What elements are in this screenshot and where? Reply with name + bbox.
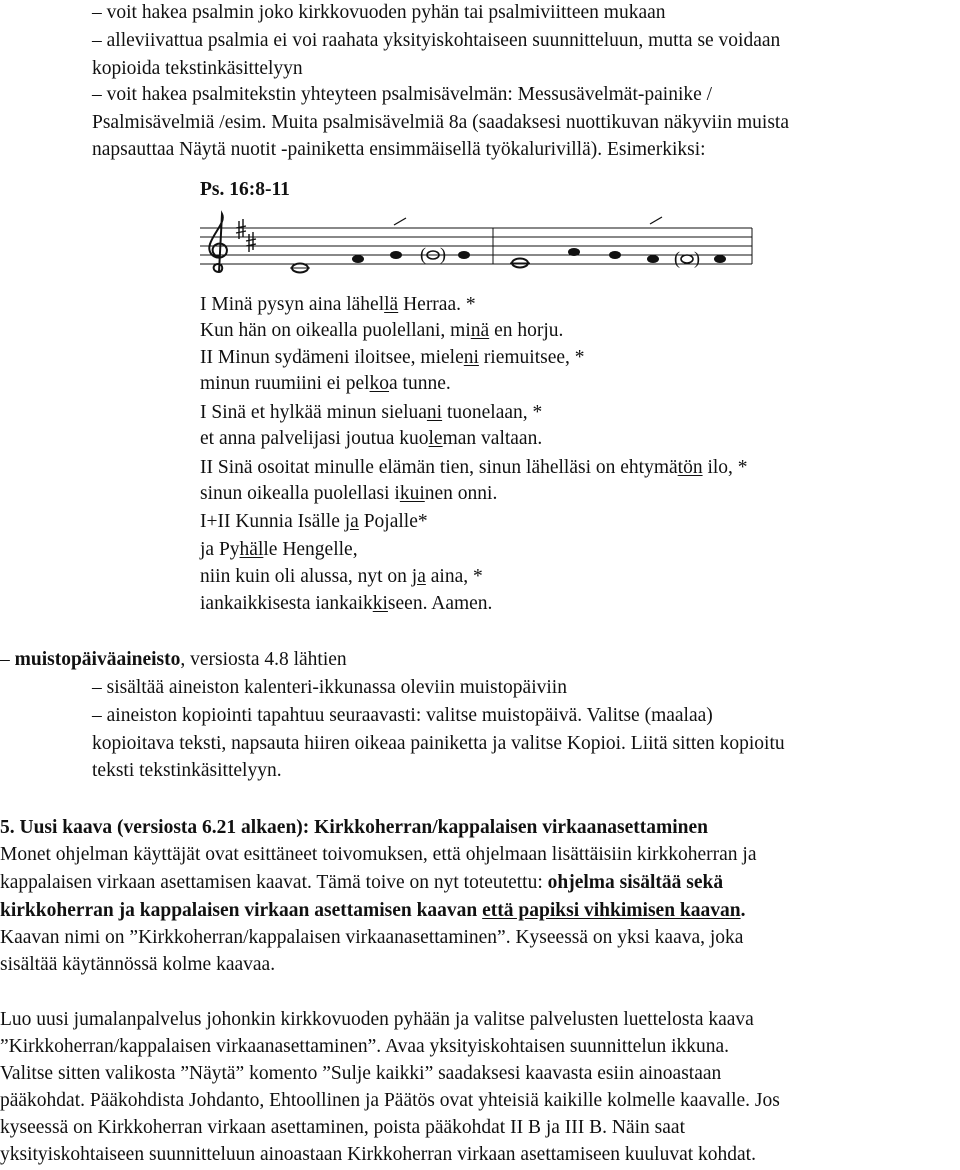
bullet-psalm-search: – voit hakea psalmin joko kirkkovuoden pyhän tai psalmiviitteen mukaan: [92, 2, 666, 23]
paragraph-line: Valitse sitten valikosta ”Näytä” komento ”Sulje kaikki” saadaksesi kaavasta esiin ainoastaan: [0, 1063, 722, 1084]
verse-line: I Minä pysyn aina lähellä Herraa. *: [200, 294, 476, 315]
svg-text:): ): [694, 248, 700, 268]
bullet-melody-cont2: napsauttaa Näytä nuotit -painiketta ensimmäisellä työkalurivillä). Esimerkiksi:: [92, 139, 706, 160]
sharp-icon: [236, 219, 256, 252]
muisto-item-cont: teksti tekstinkäsittelyyn.: [92, 760, 282, 781]
verse-line: iankaikkisesta iankaikkiseen. Aamen.: [200, 593, 493, 614]
paragraph-line: kyseessä on Kirkkoherran virkaan asettaminen, poista pääkohdat II B ja III B. Näin saat: [0, 1117, 685, 1138]
note-icon: [510, 217, 726, 269]
svg-text:(: (: [420, 244, 426, 264]
verse-line: sinun oikealla puolellasi ikuinen onni.: [200, 483, 498, 504]
paragraph-line: Monet ohjelman käyttäjät ovat esittäneet toivomuksen, että ohjelmaan lisättäisiin kirkkoherran ja: [0, 844, 757, 865]
verse-line: minun ruumiini ei pelkoa tunne.: [200, 373, 451, 394]
paragraph-line: Luo uusi jumalanpalvelus johonkin kirkkovuoden pyhään ja valitse palvelusten luettelosta kaava: [0, 1009, 754, 1030]
verse-line: niin kuin oli alussa, nyt on ja aina, *: [200, 566, 483, 587]
muisto-item-cont: kopioitava teksti, napsauta hiiren oikeaa painiketta ja valitse Kopioi. Liitä sitten kopioitu: [92, 733, 785, 754]
verse-line: I Sinä et hylkää minun sieluani tuonelaan, *: [200, 402, 543, 423]
bullet-melody-cont1: Psalmisävelmiä /esim. Muita psalmisävelmiä 8a (saadaksesi nuottikuvan näkyviin muista: [92, 112, 790, 133]
bullet-drag-note: – alleviivattua psalmia ei voi raahata yksityiskohtaiseen suunnitteluun, mutta se voidaan: [92, 30, 781, 51]
paragraph-line: sisältää käytännössä kolme kaavaa.: [0, 954, 276, 975]
paragraph-line: pääkohdat. Pääkohdista Johdanto, Ehtoollinen ja Päätös ovat yhteisiä kaikille kolmelle kaavalle. Jos: [0, 1090, 780, 1111]
svg-text:): ): [440, 244, 446, 264]
section-heading: 5. Uusi kaava (versiosta 6.21 alkaen): Kirkkoherran/kappalaisen virkaanasettaminen: [0, 817, 709, 838]
muisto-heading: – muistopäiväaineisto, versiosta 4.8 lähtien: [0, 649, 347, 670]
verse-line: II Minun sydämeni iloitsee, mieleni riemuitsee, *: [200, 347, 585, 368]
verse-line: I+II Kunnia Isälle ja Pojalle*: [200, 511, 428, 532]
bullet-drag-note-cont: kopioida tekstinkäsittelyyn: [92, 58, 303, 79]
verse-line: ja Pyhälle Hengelle,: [200, 539, 358, 560]
paragraph-line: yksityiskohtaiseen suunnitteluun ainoastaan Kirkkoherran virkaan asettamiseen kuuluvat kohdat.: [0, 1144, 756, 1165]
muisto-item: – aineiston kopiointi tapahtuu seuraavasti: valitse muistopäivä. Valitse (maalaa): [92, 705, 713, 726]
verse-line: Kun hän on oikealla puolellani, minä en horju.: [200, 320, 564, 341]
paragraph-line: Kaavan nimi on ”Kirkkoherran/kappalaisen virkaanasettaminen”. Kyseessä on yksi kaava, joka: [0, 927, 744, 948]
bullet-melody: – voit hakea psalmitekstin yhteyteen psalmisävelmän: Messusävelmät-painike /: [92, 84, 713, 105]
paragraph-line: kirkkoherran ja kappalaisen virkaan asettamisen kaavan että papiksi vihkimisen kaavan.: [0, 900, 746, 921]
svg-text:(: (: [674, 248, 680, 268]
treble-clef-icon: [209, 214, 227, 272]
psalm-melody-staff: [190, 210, 760, 280]
verse-line: et anna palvelijasi joutua kuoleman valtaan.: [200, 428, 543, 449]
paragraph-line: kappalaisen virkaan asettamisen kaavat. Tämä toive on nyt toteutettu: ohjelma sisältää sekä: [0, 872, 724, 893]
verse-line: II Sinä osoitat minulle elämän tien, sinun lähelläsi on ehtymätön ilo, *: [200, 457, 748, 478]
psalm-reference: Ps. 16:8-11: [200, 179, 290, 200]
muisto-item: – sisältää aineiston kalenteri-ikkunassa oleviin muistopäiviin: [92, 677, 567, 698]
paragraph-line: ”Kirkkoherran/kappalaisen virkaanasettaminen”. Avaa yksityiskohtaisen suunnittelun ikkuna.: [0, 1036, 730, 1057]
